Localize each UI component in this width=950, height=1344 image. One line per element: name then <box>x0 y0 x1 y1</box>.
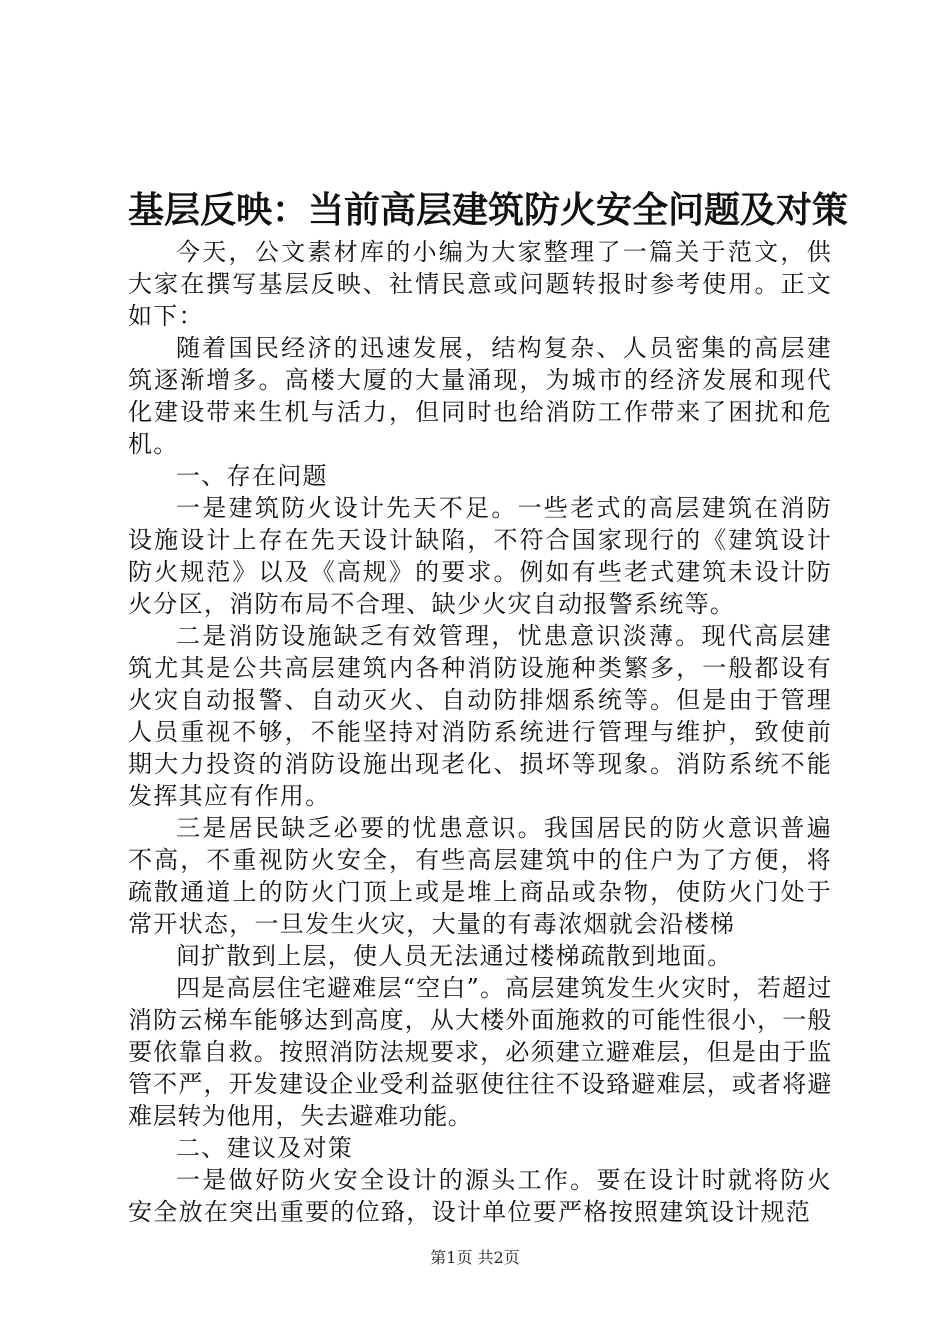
page-number-footer: 第1页 共2页 <box>430 1248 520 1267</box>
section-heading-suggestions: 二、建议及对策 <box>176 1134 354 1162</box>
document-body <box>128 236 832 1228</box>
problem-paragraph-1: 一是建筑防火设计先天不足。一些老式的高层建筑在消防设施设计上存在先天设计缺陷，不符合国家现行的《建筑设计防火规范》以及《高规》的要求。例如有些老式建筑未设计防火分区，消防布局不合理、缺少火灾自动报警系统等。 <box>128 494 832 618</box>
document-title: 基层反映：当前高层建筑防火安全问题及对策 <box>128 189 849 231</box>
problem-paragraph-4: 四是高层住宅避难层“空白”。高层建筑发生火灾时，若超过消防云梯车能够达到高度，从大楼外面施救的可能性很小，一般要依靠自救。按照消防法规要求，必须建立避难层，但是由于监管不严，开发建设企业受利益驱使往往不设臵避难层，或者将避难层转为他用，失去避难功能。 <box>128 974 832 1130</box>
intro-paragraph: 今天，公文素材库的小编为大家整理了一篇关于范文，供大家在撰写基层反映、社情民意或问题转报时参考使用。正文如下： <box>128 238 832 330</box>
problem-paragraph-3-continued: 间扩散到上层，使人员无法通过楼梯疏散到地面。 <box>176 942 733 970</box>
section-heading-problems: 一、存在问题 <box>176 462 328 490</box>
background-paragraph: 随着国民经济的迅速发展，结构复杂、人员密集的高层建筑逐渐增多。高楼大厦的大量涌现，为城市的经济发展和现代化建设带来生机与活力，但同时也给消防工作带来了困扰和危机。 <box>128 334 832 458</box>
problem-paragraph-3: 三是居民缺乏必要的忧患意识。我国居民的防火意识普遍不高，不重视防火安全，有些高层建筑中的住户为了方便，将疏散通道上的防火门顶上或是堆上商品或杂物，使防火门处于常开状态，一旦发生火灾，大量的有毒浓烟就会沿楼梯 <box>128 814 832 938</box>
suggestion-paragraph-1: 一是做好防火安全设计的源头工作。要在设计时就将防火安全放在突出重要的位臵，设计单位要严格按照建筑设计规范 <box>128 1166 832 1226</box>
problem-paragraph-2: 二是消防设施缺乏有效管理，忧患意识淡薄。现代高层建筑尤其是公共高层建筑内各种消防设施种类繁多，一般都设有火灾自动报警、自动灭火、自动防排烟系统等。但是由于管理人员重视不够，不能坚持对消防系统进行管理与维护，致使前期大力投资的消防设施出现老化、损坏等现象。消防系统不能发挥其应有作用。 <box>128 622 832 810</box>
